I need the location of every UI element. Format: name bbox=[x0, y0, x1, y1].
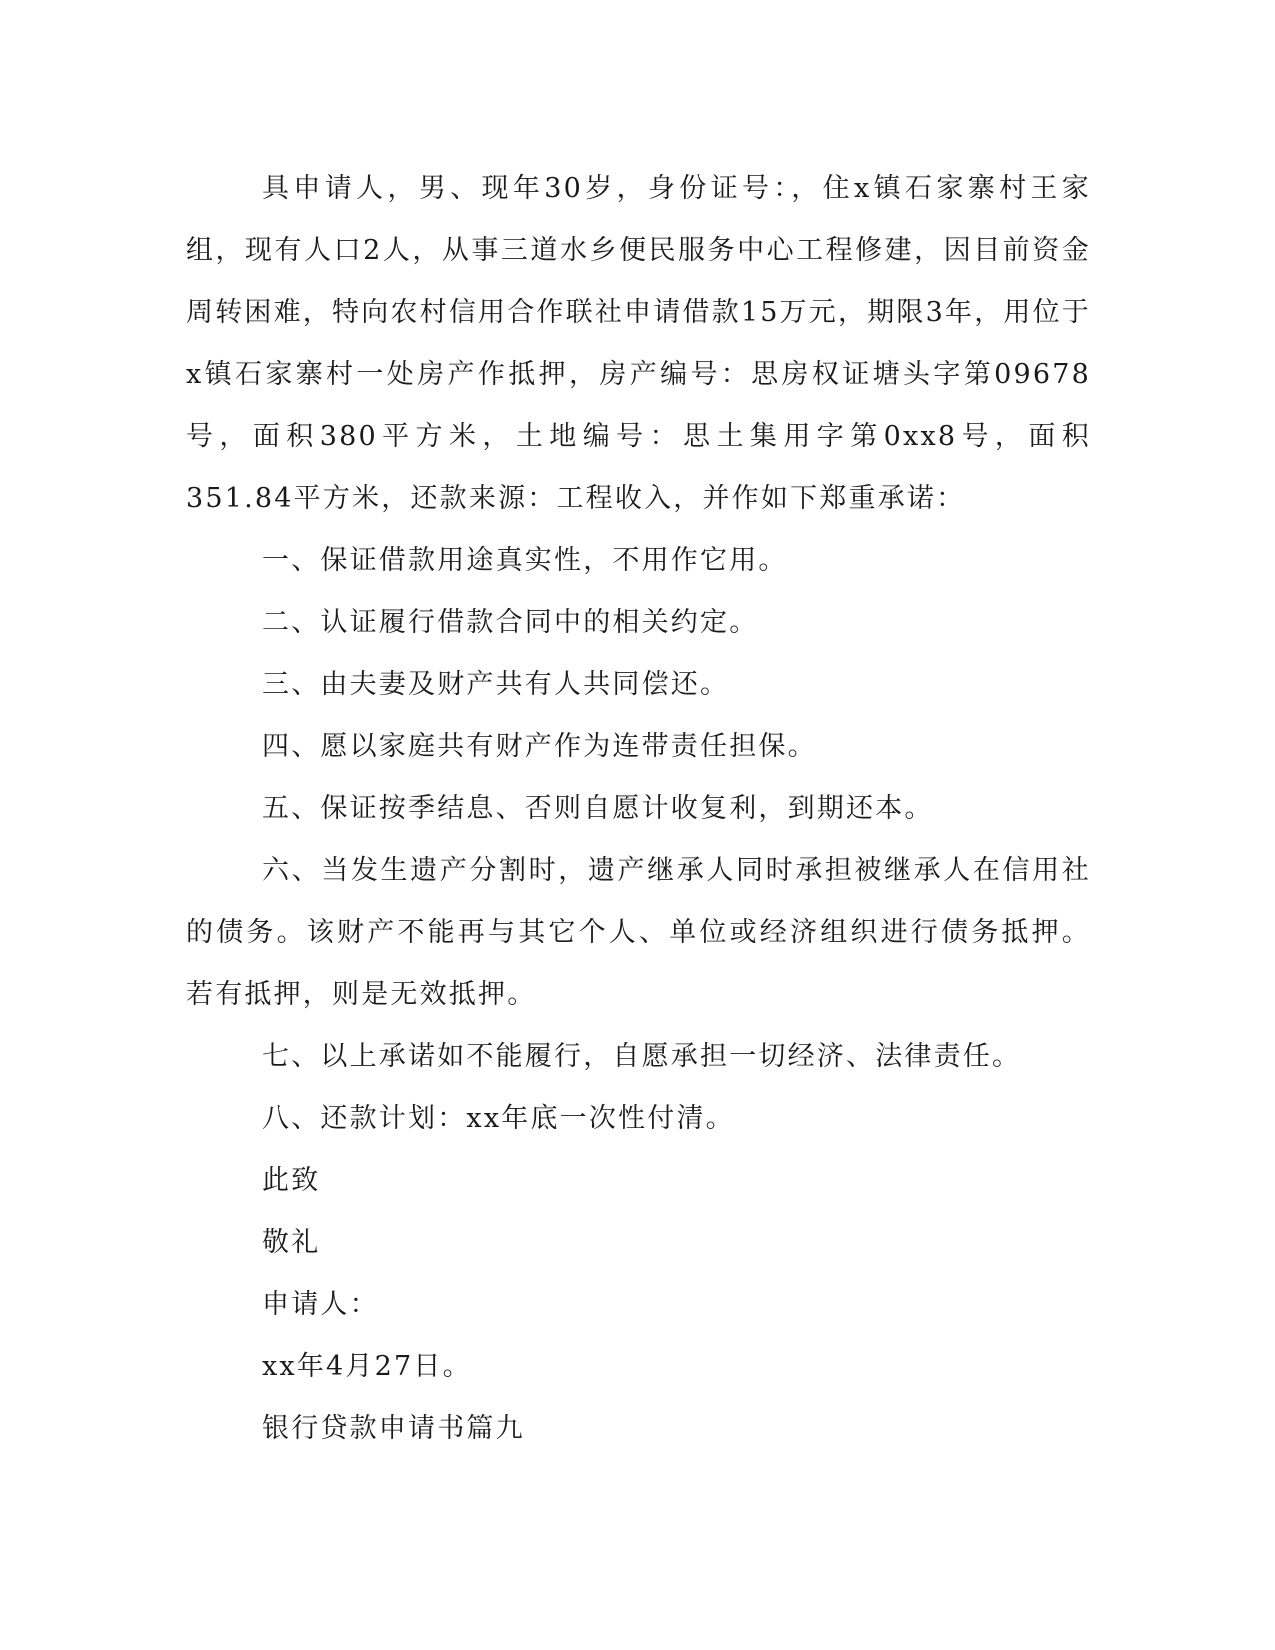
commitment-item-7: 七、以上承诺如不能履行，自愿承担一切经济、法律责任。 bbox=[262, 1041, 1022, 1072]
commitment-item-5: 五、保证按季结息、否则自愿计收复利，到期还本。 bbox=[262, 793, 934, 824]
commitment-item-4: 四、愿以家庭共有财产作为连带责任担保。 bbox=[262, 731, 817, 762]
closing-salutation: 此致 bbox=[262, 1165, 321, 1196]
commitment-item-2: 二、认证履行借款合同中的相关约定。 bbox=[262, 607, 759, 638]
commitment-item-1: 一、保证借款用途真实性，不用作它用。 bbox=[262, 545, 788, 576]
commitment-item-8: 八、还款计划：xx年底一次性付清。 bbox=[262, 1103, 735, 1134]
commitment-item-3: 三、由夫妻及财产共有人共同偿还。 bbox=[262, 669, 730, 700]
application-date: xx年4月27日。 bbox=[262, 1351, 472, 1382]
commitment-item-6: 六、当发生遗产分割时，遗产继承人同时承担被继承人在信用社的债务。该财产不能再与其它个人、单位或经济组织进行债务抵押。若有抵押，则是无效抵押。 bbox=[186, 855, 1091, 1010]
document-body bbox=[186, 158, 1091, 1460]
closing-regards: 敬礼 bbox=[262, 1227, 321, 1258]
next-section-title: 银行贷款申请书篇九 bbox=[262, 1413, 525, 1444]
intro-paragraph: 具申请人，男、现年30岁，身份证号：，住x镇石家寨村王家组，现有人口2人，从事三道水乡便民服务中心工程修建，因目前资金周转困难，特向农村信用合作联社申请借款15万元，期限3年，用位于x镇石家寨村一处房产作抵押，房产编号：思房权证塘头字第09678号，面积380平方米，土地编号：思土集用字第0xx8号，面积351.84平方米，还款来源：工程收入，并作如下郑重承诺： bbox=[186, 173, 1091, 514]
applicant-signature-line: 申请人： bbox=[262, 1289, 379, 1320]
